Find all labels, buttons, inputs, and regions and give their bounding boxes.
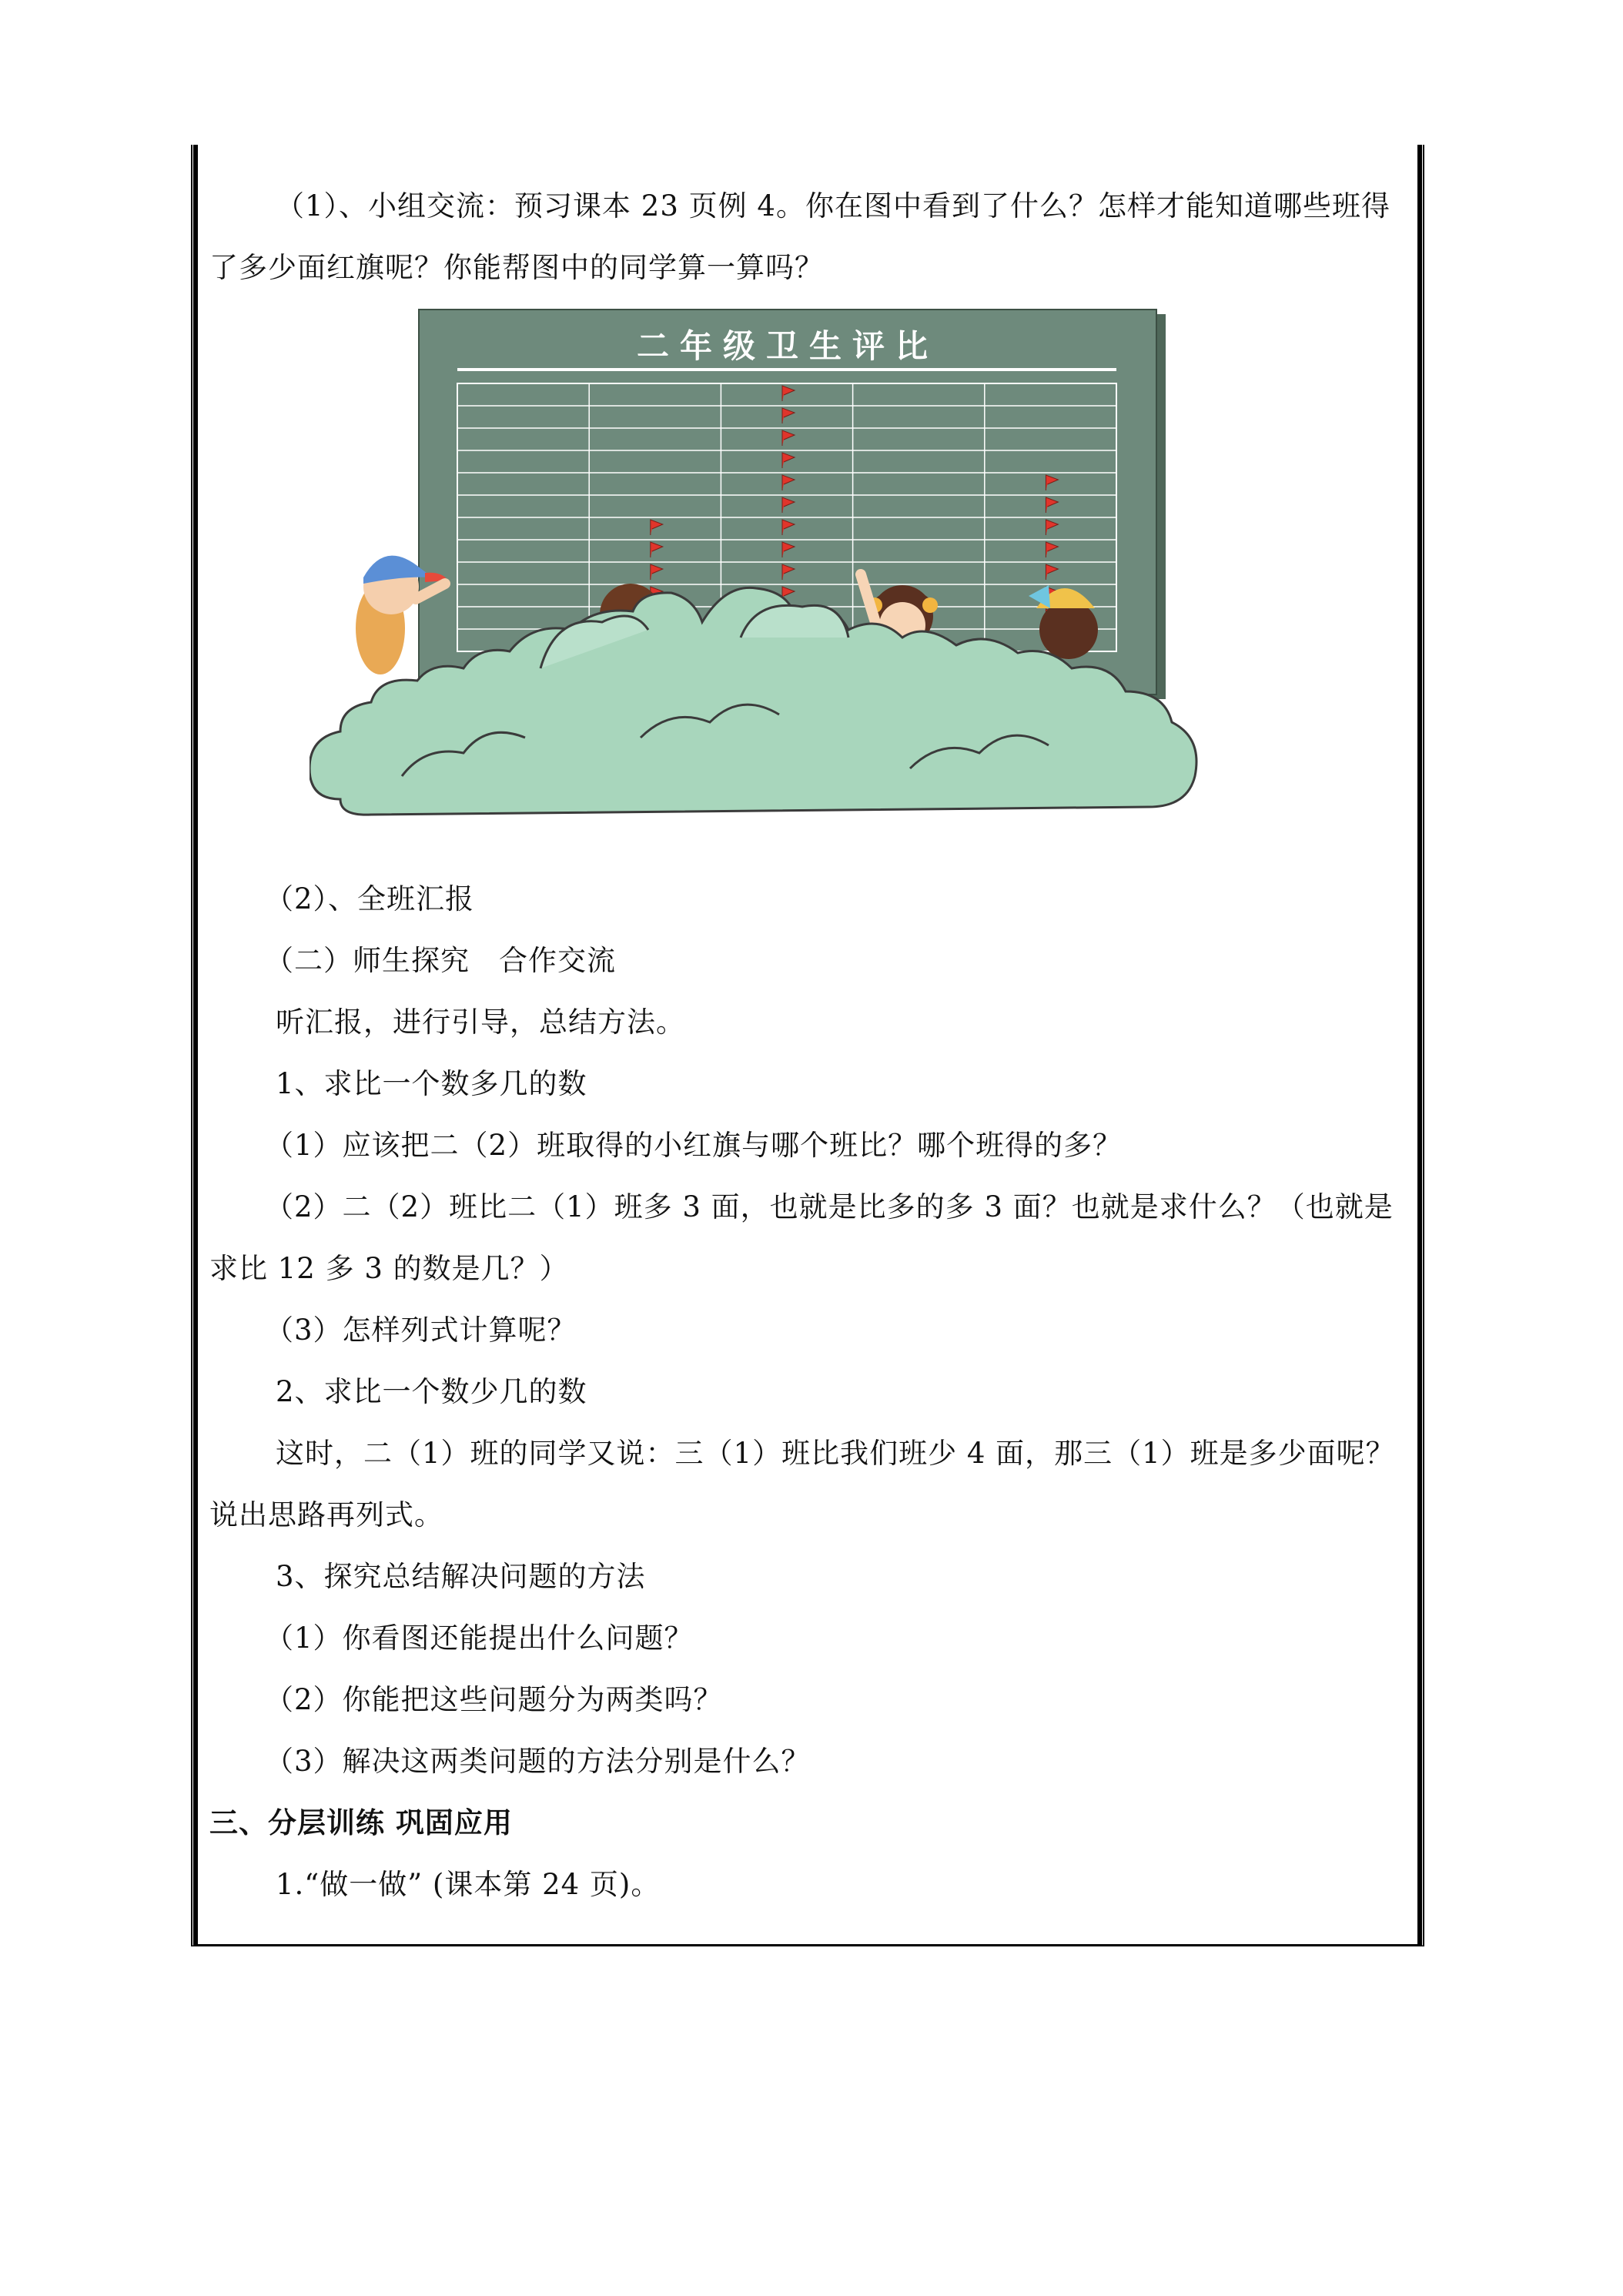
paragraph: （2）你能把这些问题分为两类吗？ bbox=[265, 1683, 723, 1716]
paragraph: 这时，二（1）班的同学又说：三（1）班比我们班少 4 面，那三（1）班是多少面呢？说出思路再列式。 bbox=[209, 1437, 1395, 1531]
paragraph: 三、分层训练 巩固应用 bbox=[209, 1806, 513, 1839]
paragraph: （1）你看图还能提出什么问题？ bbox=[265, 1622, 694, 1655]
board-title: 二年级卫生评比 bbox=[636, 327, 939, 365]
paragraph: （3）怎样列式计算呢？ bbox=[265, 1314, 577, 1347]
hygiene-board-illustration bbox=[310, 306, 1203, 861]
paragraph: 2、求比一个数少几的数 bbox=[276, 1375, 587, 1408]
document-body bbox=[209, 176, 1411, 1916]
paragraph: 听汇报，进行引导，总结方法。 bbox=[276, 1006, 685, 1039]
paragraph-list bbox=[209, 869, 1411, 1916]
paragraph: （二）师生探究 合作交流 bbox=[265, 944, 616, 977]
paragraph: （3）解决这两类问题的方法分别是什么？ bbox=[265, 1745, 811, 1778]
paragraph: 3、探究总结解决问题的方法 bbox=[276, 1560, 646, 1593]
paragraph-group-discussion: （1）、小组交流：预习课本 23 页例 4。你在图中看到了什么？怎样才能知道哪些班得了多少面红旗呢？你能帮图中的同学算一算吗？ bbox=[209, 189, 1390, 284]
paragraph: （2）二（2）班比二（1）班多 3 面，也就是比多的多 3 面？也就是求什么？（也就是求比 12 多 3 的数是几？） bbox=[209, 1190, 1394, 1285]
paragraph: （1）应该把二（2）班取得的小红旗与哪个班比？哪个班得的多？ bbox=[265, 1129, 1123, 1162]
paragraph: （2）、全班汇报 bbox=[265, 882, 475, 915]
paragraph: 1.“做一做” (课本第 24 页)。 bbox=[276, 1868, 661, 1901]
paragraph: 1、求比一个数多几的数 bbox=[276, 1067, 587, 1100]
illustration bbox=[209, 306, 1411, 869]
